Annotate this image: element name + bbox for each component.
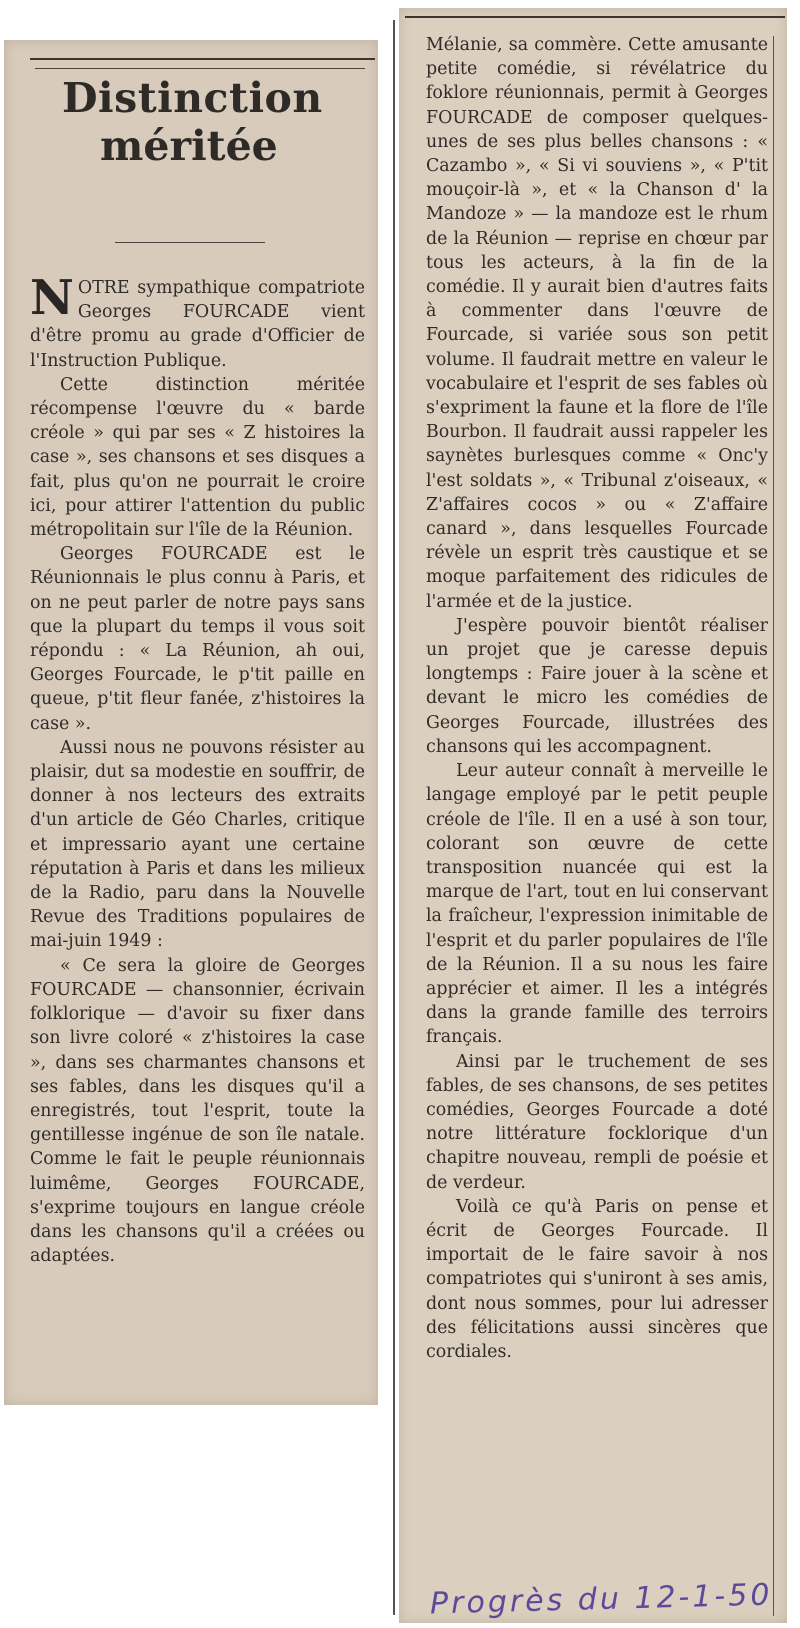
paragraph: Mélanie, sa commère. Cette amusante petite comédie, si révélatrice du foklore réunionnais, permit à Georges FOURCADE de composer quelques-unes de ses plus belles chansons : « Cazambo », « Si vi souviens », « P'tit mouçoir-là », et « la Chanson d' la Mandoze » — la mandoze est le rhum de la Réunion — reprise en chœur par tous les acteurs, à la fin de la comédie. Il y aurait bien d'autres faits à commenter dans l'œuvre de Fourcade, si variée sous son petit volume. Il faudrait mettre en valeur le vocabulaire et l'esprit de ses fables où s'expriment la faune et la flore de l'île Bourbon. Il faudrait aussi rappeler les saynètes burlesques comme « Onc'y l'est soldats », « Tribunal z'oiseaux, « Z'affaires cocos » ou « Z'affaire canard », dans lesquelles Fourcade révèle un esprit très caustique et se moque parfaitement des ridicules de l'armée et de la justice. — [426, 35, 768, 612]
handwritten-source-note: Progrès du 12-1-50 — [429, 1577, 773, 1622]
drop-cap: N — [30, 270, 74, 326]
right-edge-line — [773, 36, 774, 1616]
paragraph: « Ce sera la gloire de Georges FOURCADE — chansonnier, écrivain folklorique — d'avoir su fixer dans son livre coloré « z'histoires la case », dans ses charmantes chansons et ses fables, dans les disques qu'il a enregistrés, tout l'esprit, toute la gentillesse ingénue de son île natale. Comme le fait le peuple réunionnais luimême, Georges FOURCADE, s'exprime toujours en langue créole dans les chansons qu'il a créées ou adaptées. — [30, 955, 365, 1267]
top-rule-right — [405, 16, 785, 18]
column-divider — [393, 20, 395, 1615]
title-underline — [115, 242, 265, 243]
headline-line-1: Distinction — [62, 74, 323, 122]
paragraph-text: OTRE sympathique compatriote Georges FOURCADE vient d'être promu au grade d'Officier de l'Instruction Publique. — [30, 278, 365, 371]
top-rule-left-2 — [35, 68, 365, 69]
right-column — [426, 33, 768, 1364]
paragraph: Georges FOURCADE est le Réunionnais le plus connu à Paris, et on ne peut parler de notre pays sans que la plupart du temps il vous soit répondu : « La Réunion, ah oui, Georges Fourcade, le p'tit paille en queue, p'tit fleur fanée, z'histoires la case ». — [30, 544, 365, 734]
left-column — [30, 270, 365, 1268]
headline-line-2: méritée — [100, 122, 278, 170]
paragraph — [30, 270, 365, 373]
paragraph: Ainsi par le truchement de ses fables, de ses chansons, de ses petites comédies, Georges Fourcade a doté notre littérature focklorique d'un chapitre nouveau, rempli de poésie et de verdeur. — [426, 1051, 768, 1193]
top-rule-left — [30, 58, 375, 60]
paragraph: J'espère pouvoir bientôt réaliser un projet que je caresse depuis longtemps : Faire jouer à la scène et devant le micro les comédies de Georges Fourcade, illustrées des chansons qui les accompagnent. — [426, 615, 768, 757]
paragraph: Leur auteur connaît à merveille le langage employé par le petit peuple créole de l'île. Il en a usé à son tour, colorant son œuvre de cette transposition nuancée qui est la marque de l'art, tout en lui conservant la fraîcheur, l'expression inimitable de l'esprit et du parler populaires de l'île de la Réunion. Il a su nous les faire apprécier et aimer. Il les a intégrés dans la grande famille des terroirs français. — [426, 761, 768, 1048]
paragraph: Aussi nous ne pouvons résister au plaisir, dut sa modestie en souffrir, de donner à nos lecteurs des extraits d'un article de Géo Charles, critique et impressario ayant une certaine réputation à Paris et dans les milieux de la Radio, paru dans la Nouvelle Revue des Traditions populaires de mai-juin 1949 : — [30, 737, 365, 952]
paragraph: Cette distinction méritée récompense l'œuvre du « barde créole » qui par ses « Z histoires la case », ses chansons et ses disques a fait, plus qu'on ne pourrait le croire ici, pour attirer l'attention du public métropolitain sur l'île de la Réunion. — [30, 374, 365, 541]
paragraph: Voilà ce qu'à Paris on pense et écrit de Georges Fourcade. Il importait de le faire savoir à nos compatriotes qui s'uniront à ses amis, dont nous sommes, pour lui adresser des félicitations aussi sincères que cordiales. — [426, 1196, 768, 1362]
